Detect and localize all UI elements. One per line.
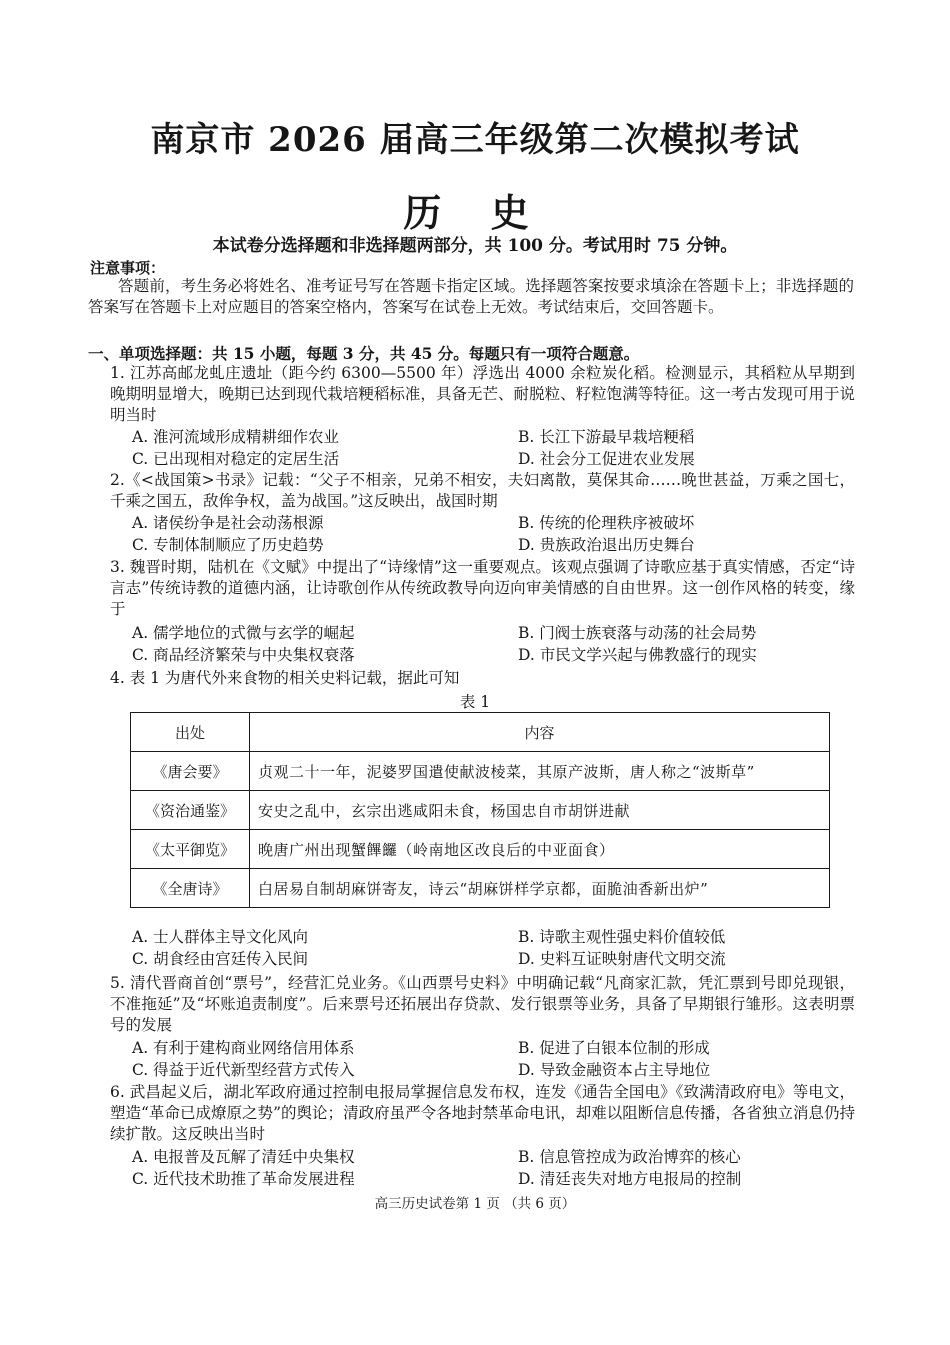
option-d: D. 清廷丧失对地方电报局的控制 <box>518 1170 742 1188</box>
table-row <box>131 830 830 869</box>
table-row <box>131 752 830 791</box>
source-cell: 《唐会要》 <box>131 752 250 791</box>
column-header-content: 内容 <box>250 713 830 752</box>
source-cell: 《全唐诗》 <box>131 869 250 908</box>
question-6-stem: 6. 武昌起义后，湖北军政府通过控制电报局掌握信息发布权，连发《通告全国电》《致满清政府电》等电文，塑造“革命已成燎原之势”的舆论；清政府虽严令各地封禁革命电讯，却难以阻断信息传播，各省独立消息仍持续扩散。这反映出当时 <box>110 1083 855 1143</box>
food-sources-table <box>130 712 830 908</box>
option-c: C. 专制体制顺应了历史趋势 <box>132 536 324 554</box>
question-1-stem: 1. 江苏高邮龙虬庄遗址（距今约 6300—5500 年）浮选出 4000 余粒炭化稻。检测显示，其稻粒从早期到晚期明显增大，晚期已达到现代栽培粳稻标准，具备无芒、耐脱粒、籽粒饱满等特征。这一考古发现可用于说明当时 <box>110 364 855 424</box>
page-footer: 高三历史试卷第 1 页 （共 6 页） <box>374 1196 576 1212</box>
exam-intro: 本试卷分选择题和非选择题两部分，共 100 分。考试用时 75 分钟。 <box>212 236 738 256</box>
source-cell: 《资治通鉴》 <box>131 791 250 830</box>
option-b: B. 长江下游最早栽培粳稻 <box>518 428 695 446</box>
option-b: B. 促进了白银本位制的形成 <box>518 1039 710 1057</box>
section-heading: 一、单项选择题：共 15 小题，每题 3 分，共 45 分。每题只有一项符合题意。 <box>88 344 640 363</box>
table-caption: 表 1 <box>459 693 491 711</box>
question-5-stem: 5. 清代晋商首创“票号”，经营汇兑业务。《山西票号史料》中明确记载“凡商家汇款，凭汇票到号即兑现银，不准拖延”及“坏账追责制度”。后来票号还拓展出存贷款、发行银票等业务，具备了早期银行雏形。这表明票号的发展 <box>110 974 855 1034</box>
option-b: B. 信息管控成为政治博弈的核心 <box>518 1148 741 1166</box>
option-d: D. 史料互证映射唐代文明交流 <box>518 950 726 968</box>
option-a: A. 士人群体主导文化风向 <box>132 928 309 946</box>
content-cell: 安史之乱中，玄宗出逃咸阳未食，杨国忠自市胡饼进献 <box>250 791 830 830</box>
question-4-stem: 4. 表 1 为唐代外来食物的相关史料记载，据此可知 <box>110 669 460 687</box>
content-cell: 晚唐广州出现蟹饆饠（岭南地区改良后的中亚面食） <box>250 830 830 869</box>
content-cell: 白居易自制胡麻饼寄友，诗云“胡麻饼样学京都，面脆油香新出炉” <box>250 869 830 908</box>
option-b: B. 传统的伦理秩序被破坏 <box>518 514 695 532</box>
option-c: C. 近代技术助推了革命发展进程 <box>132 1170 355 1188</box>
option-c: C. 已出现相对稳定的定居生活 <box>132 450 340 468</box>
content-cell: 贞观二十一年，泥婆罗国遣使献波棱菜，其原产波斯，唐人称之“波斯草” <box>250 752 830 791</box>
option-b: B. 诗歌主观性强史料价值较低 <box>518 928 726 946</box>
exam-title: 南京市 2026 届高三年级第二次模拟考试 <box>150 120 800 160</box>
table-header-row <box>131 713 830 752</box>
option-a: A. 儒学地位的式微与玄学的崛起 <box>132 624 355 642</box>
notice-heading: 注意事项： <box>90 259 166 277</box>
option-a: A. 电报普及瓦解了清廷中央集权 <box>132 1148 355 1166</box>
option-c: C. 胡食经由宫廷传入民间 <box>132 950 309 968</box>
option-a: A. 诸侯纷争是社会动荡根源 <box>132 514 324 532</box>
option-c: C. 商品经济繁荣与中央集权衰落 <box>132 646 355 664</box>
option-d: D. 导致金融资本占主导地位 <box>518 1061 711 1079</box>
option-d: D. 社会分工促进农业发展 <box>518 450 695 468</box>
option-d: D. 贵族政治退出历史舞台 <box>518 536 695 554</box>
option-a: A. 淮河流域形成精耕细作农业 <box>132 428 340 446</box>
question-3-stem: 3. 魏晋时期，陆机在《文赋》中提出了“诗缘情”这一重要观点。该观点强调了诗歌应基于真实情感，否定“诗言志”传统诗教的道德内涵，让诗歌创作从传统政教导向迈向审美情感的自由世界。这一创作风格的转变，缘于 <box>110 558 855 618</box>
option-c: C. 得益于近代新型经营方式传入 <box>132 1061 355 1079</box>
table-row <box>131 869 830 908</box>
column-header-source: 出处 <box>131 713 250 752</box>
subject-title: 历 史 <box>403 190 547 235</box>
source-cell: 《太平御览》 <box>131 830 250 869</box>
table-row <box>131 791 830 830</box>
option-a: A. 有利于建构商业网络信用体系 <box>132 1039 355 1057</box>
question-2-stem: 2.《<战国策>书录》记载：“父子不相亲，兄弟不相安，夫妇离散，莫保其命……晚世甚益，万乘之国七，千乘之国五，敌侔争权，盖为战国。”这反映出，战国时期 <box>110 471 855 510</box>
option-d: D. 市民文学兴起与佛教盛行的现实 <box>518 646 757 664</box>
notice-body: 答题前，考生务必将姓名、准考证号写在答题卡指定区域。选择题答案按要求填涂在答题卡上；非选择题的答案写在答题卡上对应题目的答案空格内，答案写在试卷上无效。考试结束后，交回答题卡。 <box>88 277 854 316</box>
option-b: B. 门阀士族衰落与动荡的社会局势 <box>518 624 757 642</box>
